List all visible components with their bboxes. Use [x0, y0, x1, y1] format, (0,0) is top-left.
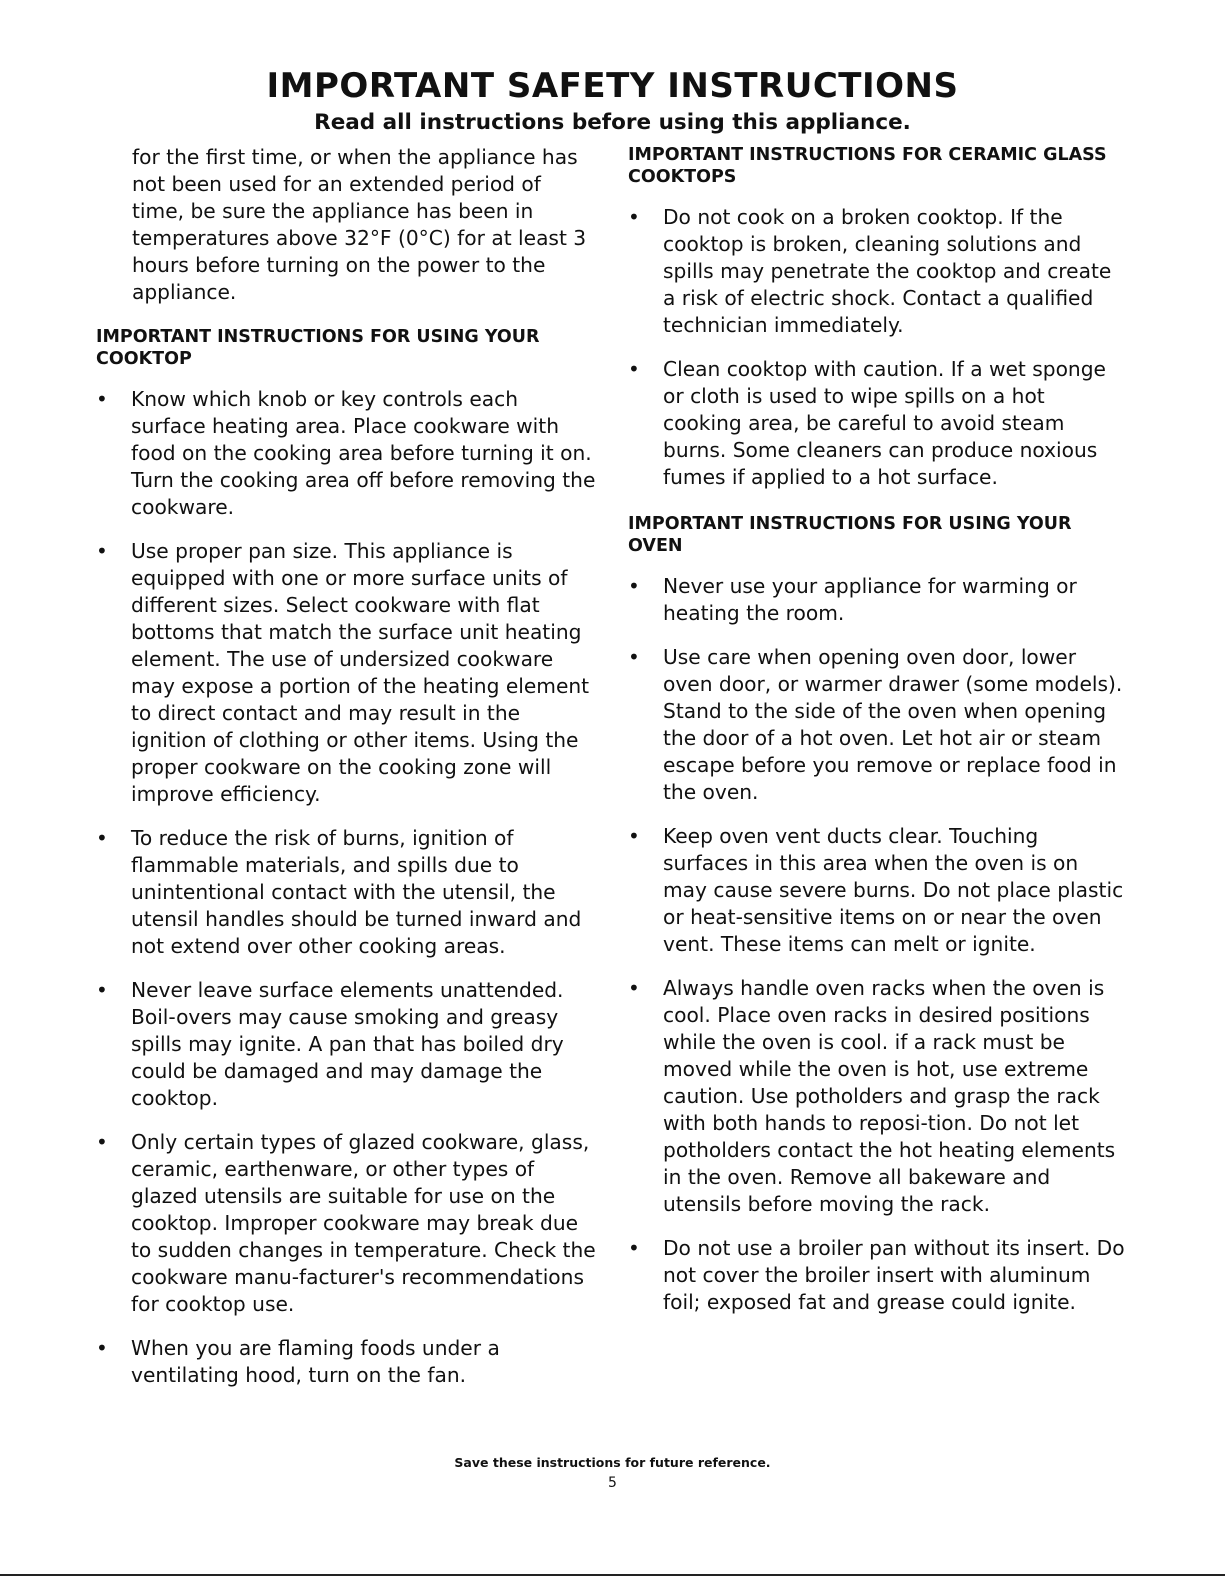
bullet-icon: •: [628, 357, 640, 381]
list-item: [628, 573, 1126, 627]
list-item: [96, 825, 596, 960]
page-subtitle: Read all instructions before using this appliance.: [314, 110, 911, 135]
page-number: 5: [608, 1475, 617, 1491]
bullet-icon: •: [96, 826, 108, 850]
list-item-text: Never leave surface elements unattended. Boil-overs may cause smoking and greasy spills may ignite. A pan that has boiled dry could be damaged and may damage the cooktop.: [131, 978, 564, 1110]
bullet-icon: •: [628, 574, 640, 598]
bullet-icon: •: [96, 978, 108, 1002]
bullet-icon: •: [628, 645, 640, 669]
right-column: [628, 144, 1126, 1338]
bottom-divider: [0, 1574, 1225, 1576]
list-item: [628, 823, 1126, 958]
list-item-text: Clean cooktop with caution. If a wet sponge or cloth is used to wipe spills on a hot cooking area, be careful to avoid steam burns. Some cleaners can produce noxious fumes if applied to a hot surface.: [663, 357, 1106, 489]
list-item: [628, 644, 1126, 806]
bullet-icon: •: [96, 1336, 108, 1360]
cooktop-instruction-list: [96, 386, 596, 1389]
list-item: [628, 975, 1126, 1218]
list-item: [96, 1335, 596, 1389]
footer-note: Save these instructions for future reference.: [454, 1455, 771, 1470]
list-item-text: Only certain types of glazed cookware, glass, ceramic, earthenware, or other types of glazed utensils are suitable for use on the cooktop. Improper cookware may break due to sudden changes in temperature. Check the cookware manu-facturer's recommendations for cooktop use.: [131, 1130, 596, 1316]
bullet-icon: •: [96, 387, 108, 411]
cooktop-section-heading: IMPORTANT INSTRUCTIONS FOR USING YOUR COOKTOP: [96, 327, 540, 369]
page-title: IMPORTANT SAFETY INSTRUCTIONS: [266, 66, 959, 106]
intro-paragraph: for the first time, or when the appliance has not been used for an extended period of time, be sure the appliance has been in temperatures above 32°F (0°C) for at least 3 hours before turning on the power to the appliance.: [132, 145, 587, 304]
list-item-text: Know which knob or key controls each surface heating area. Place cookware with food on the cooking area before turning it on. Turn the cooking area off before removing the cookware.: [131, 387, 596, 519]
list-item-text: Use proper pan size. This appliance is equipped with one or more surface units of different sizes. Select cookware with flat bottoms that match the surface unit heating element. The use of undersized cookware may expose a portion of the heating element to direct contact and may result in the ignition of clothing or other items. Using the proper cookware on the cooking zone will improve efficiency.: [131, 539, 590, 806]
left-column: [96, 144, 596, 1411]
list-item: [628, 356, 1126, 491]
list-item-text: When you are flaming foods under a ventilating hood, turn on the fan.: [131, 1336, 500, 1387]
list-item: [96, 386, 596, 521]
ceramic-section-heading: IMPORTANT INSTRUCTIONS FOR CERAMIC GLASS COOKTOPS: [628, 145, 1107, 187]
bullet-icon: •: [96, 539, 108, 563]
bullet-icon: •: [628, 1236, 640, 1260]
bullet-icon: •: [628, 976, 640, 1000]
oven-section-heading: IMPORTANT INSTRUCTIONS FOR USING YOUR OVEN: [628, 514, 1072, 556]
list-item: [628, 1235, 1126, 1316]
bullet-icon: •: [96, 1130, 108, 1154]
list-item: [96, 1129, 596, 1318]
list-item-text: Always handle oven racks when the oven is cool. Place oven racks in desired positions while the oven is cool. if a rack must be moved while the oven is hot, use extreme caution. Use potholders and grasp the rack with both hands to reposi-tion. Do not let potholders contact the hot heating elements in the oven. Remove all bakeware and utensils before moving the rack.: [663, 976, 1116, 1216]
ceramic-instruction-list: [628, 204, 1126, 491]
oven-instruction-list: [628, 573, 1126, 1316]
list-item: [96, 538, 596, 808]
list-item: [96, 977, 596, 1112]
list-item: [628, 204, 1126, 339]
list-item-text: To reduce the risk of burns, ignition of flammable materials, and spills due to unintentional contact with the utensil, the utensil handles should be turned inward and not extend over other cooking areas.: [131, 826, 582, 958]
list-item-text: Use care when opening oven door, lower oven door, or warmer drawer (some models). Stand to the side of the oven when opening the door of a hot oven. Let hot air or steam escape before you remove or replace food in the oven.: [663, 645, 1123, 804]
list-item-text: Never use your appliance for warming or heating the room.: [663, 574, 1077, 625]
list-item-text: Do not use a broiler pan without its insert. Do not cover the broiler insert with aluminum foil; exposed fat and grease could ignite.: [663, 1236, 1125, 1314]
list-item-text: Do not cook on a broken cooktop. If the cooktop is broken, cleaning solutions and spills may penetrate the cooktop and create a risk of electric shock. Contact a qualified technician immediately.: [663, 205, 1112, 337]
bullet-icon: •: [628, 205, 640, 229]
bullet-icon: •: [628, 824, 640, 848]
list-item-text: Keep oven vent ducts clear. Touching surfaces in this area when the oven is on may cause severe burns. Do not place plastic or heat-sensitive items on or near the oven vent. These items can melt or ignite.: [663, 824, 1124, 956]
